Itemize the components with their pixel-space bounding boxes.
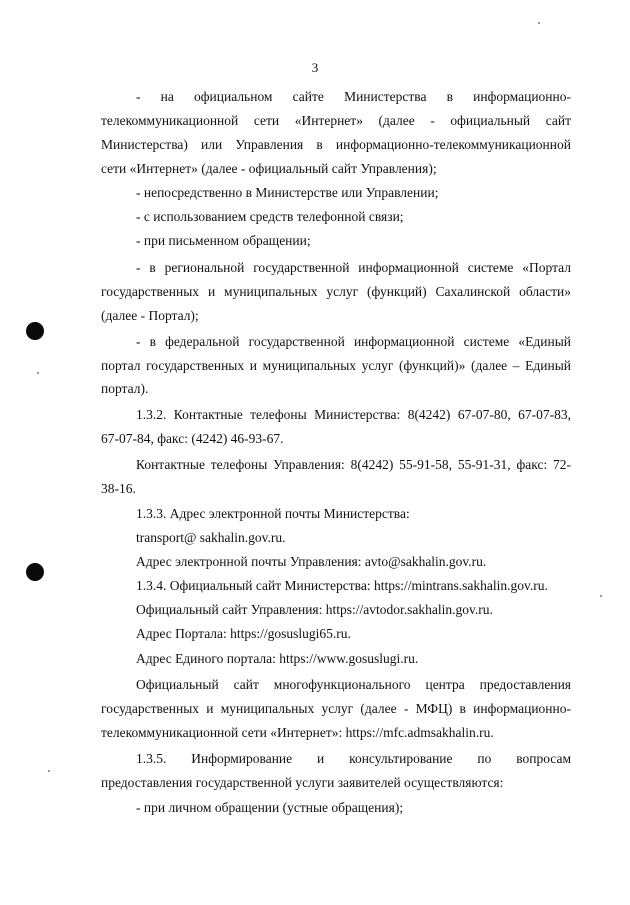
text-line: телекоммуникационной сети «Интернет»: https://mfc.admsakhalin.ru. bbox=[101, 725, 494, 740]
text-line: портал государственных и муниципальных услуг (функций)» (далее – Единый bbox=[101, 358, 571, 373]
text-line: - на официальном сайте Министерства в информационно- bbox=[136, 89, 571, 104]
text-line: - в федеральной государственной информационной системе «Единый bbox=[136, 334, 571, 349]
scan-speck bbox=[48, 770, 50, 772]
text-line: Официальный сайт многофункционального центра предоставления bbox=[136, 677, 571, 692]
text-line: 1.3.4. Официальный сайт Министерства: https://mintrans.sakhalin.gov.ru. bbox=[136, 578, 548, 593]
text-line: Министерства) или Управления в информационно-телекоммуникационной bbox=[101, 137, 571, 152]
text-line: государственных и муниципальных услуг (далее - МФЦ) в информационно- bbox=[101, 701, 571, 716]
text-line: Официальный сайт Управления: https://avtodor.sakhalin.gov.ru. bbox=[136, 602, 493, 617]
text-line: - непосредственно в Министерстве или Управлении; bbox=[136, 185, 439, 200]
punch-hole bbox=[26, 563, 44, 581]
text-line: 38-16. bbox=[101, 481, 136, 496]
text-line: Контактные телефоны Управления: 8(4242) 55-91-58, 55-91-31, факс: 72- bbox=[136, 457, 571, 472]
text-line: - при личном обращении (устные обращения); bbox=[136, 800, 404, 815]
text-line: 1.3.5. Информирование и консультирование по вопросам bbox=[136, 751, 571, 766]
text-line: Адрес Портала: https://gosuslugi65.ru. bbox=[136, 626, 351, 641]
text-line: 1.3.2. Контактные телефоны Министерства: 8(4242) 67-07-80, 67-07-83, bbox=[136, 407, 571, 422]
text-line: портал). bbox=[101, 381, 149, 396]
text-line: - в региональной государственной информационной системе «Портал bbox=[136, 260, 571, 275]
text-line: - с использованием средств телефонной связи; bbox=[136, 209, 404, 224]
text-line: телекоммуникационной сети «Интернет» (далее - официальный сайт bbox=[101, 113, 571, 128]
page-number: 3 bbox=[311, 60, 319, 75]
scan-speck bbox=[37, 372, 39, 374]
text-line: 1.3.3. Адрес электронной почты Министерства: bbox=[136, 506, 410, 521]
text-line: государственных и муниципальных услуг (функций) Сахалинской области» bbox=[101, 284, 571, 299]
text-line: - при письменном обращении; bbox=[136, 233, 311, 248]
text-line: сети «Интернет» (далее - официальный сайт Управления); bbox=[101, 161, 437, 176]
text-line: 67-07-84, факс: (4242) 46-93-67. bbox=[101, 431, 284, 446]
text-line: transport@ sakhalin.gov.ru. bbox=[136, 530, 286, 545]
text-line: предоставления государственной услуги заявителей осуществляются: bbox=[101, 775, 504, 790]
punch-hole bbox=[26, 322, 44, 340]
text-line: Адрес электронной почты Управления: avto@sakhalin.gov.ru. bbox=[136, 554, 487, 569]
scan-speck bbox=[600, 595, 602, 597]
scan-speck bbox=[538, 22, 540, 24]
text-line: Адрес Единого портала: https://www.gosuslugi.ru. bbox=[136, 651, 419, 666]
text-line: (далее - Портал); bbox=[101, 308, 199, 323]
